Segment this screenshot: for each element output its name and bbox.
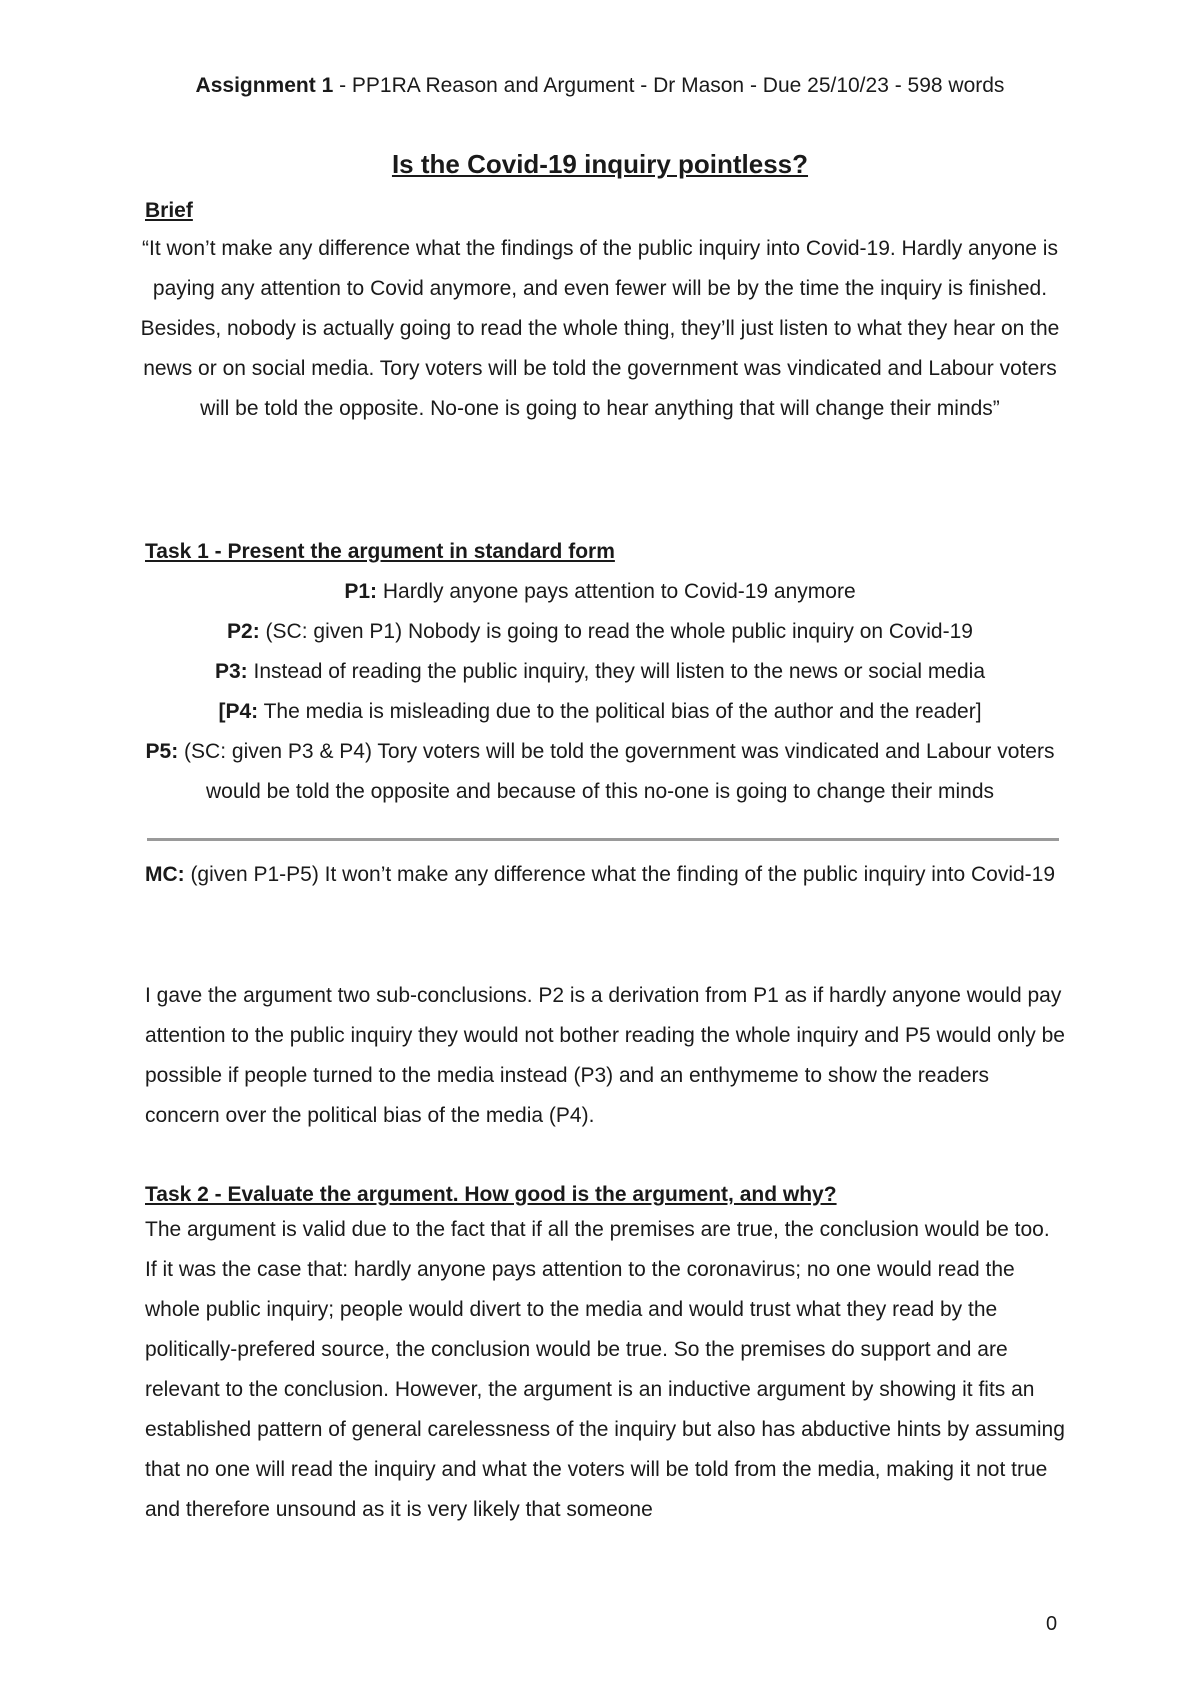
assignment-details: - PP1RA Reason and Argument - Dr Mason - Due 25/10/23 - 598 words: [333, 74, 1005, 97]
premise-1: [140, 572, 1060, 612]
task1-heading: Task 1 - Present the argument in standard form: [145, 540, 615, 563]
page-number: 0: [1046, 1613, 1058, 1635]
brief-heading: Brief: [145, 199, 193, 222]
task1-explanation: I gave the argument two sub-conclusions. P2 is a derivation from P1 as if hardly anyone would pay attention to the public inquiry they would not bother reading the whole inquiry and P5 would only be possible if people turned to the media instead (P3) and an enthymeme to show the readers concern over the political bias of the media (P4).: [145, 984, 1065, 1127]
premise-2: [140, 612, 1060, 652]
premise-5: [140, 732, 1060, 812]
premise-label: P2:: [227, 620, 260, 643]
premise-prefix: [: [218, 700, 226, 723]
premise-text: The media is misleading due to the political bias of the author and the reader]: [258, 700, 982, 723]
premise-text: Instead of reading the public inquiry, they will listen to the news or social media: [247, 660, 986, 683]
premise-4: [140, 692, 1060, 732]
premise-label: P4:: [225, 700, 259, 723]
task2-heading: Task 2 - Evaluate the argument. How good is the argument, and why?: [145, 1183, 837, 1206]
brief-quote: “It won’t make any difference what the findings of the public inquiry into Covid-19. Hardly anyone is paying any attention to Covid anymore, and even fewer will be by the time the inquiry is finished. Besides, nobody is actually going to read the whole thing, they’ll just listen to what they hear on the news or on social media. Tory voters will be told the government was vindicated and Labour voters will be told the opposite. No-one is going to hear anything that will change their minds”: [140, 237, 1060, 420]
main-conclusion: [140, 855, 1060, 895]
task2-body: The argument is valid due to the fact that if all the premises are true, the conclusion would be too. If it was the case that: hardly anyone pays attention to the coronavirus; no one would read the whole public inquiry; people would divert to the media and would trust what they read by the politically-prefered source, the conclusion would be true. So the premises do support and are relevant to the conclusion. However, the argument is an inductive argument by showing it fits an established pattern of general carelessness of the inquiry but also has abductive hints by assuming that no one will read the inquiry and what the voters will be told from the media, making it not true and therefore unsound as it is very likely that someone: [145, 1218, 1065, 1521]
premise-label: P5:: [145, 740, 179, 763]
premise-text: Hardly anyone pays attention to Covid-19 anymore: [377, 580, 856, 603]
premise-label: P3:: [214, 660, 248, 683]
premise-label: P1:: [344, 580, 378, 603]
assignment-header: [0, 73, 1200, 99]
premise-text: (SC: given P3 & P4) Tory voters will be told the government was vindicated and Labour voters would be told the opposite and because of this no-one is going to change their minds: [178, 740, 1055, 803]
premise-text: (SC: given P1) Nobody is going to read the whole public inquiry on Covid-19: [259, 620, 973, 643]
conclusion-label: MC:: [144, 863, 185, 886]
document-title: Is the Covid-19 inquiry pointless?: [391, 149, 809, 179]
assignment-label: Assignment 1: [195, 74, 334, 97]
conclusion-divider: [147, 838, 1059, 841]
conclusion-text: (given P1-P5) It won’t make any difference what the finding of the public inquiry into Covid-19: [184, 863, 1056, 886]
premise-list: [140, 572, 1060, 812]
premise-3: [140, 652, 1060, 692]
